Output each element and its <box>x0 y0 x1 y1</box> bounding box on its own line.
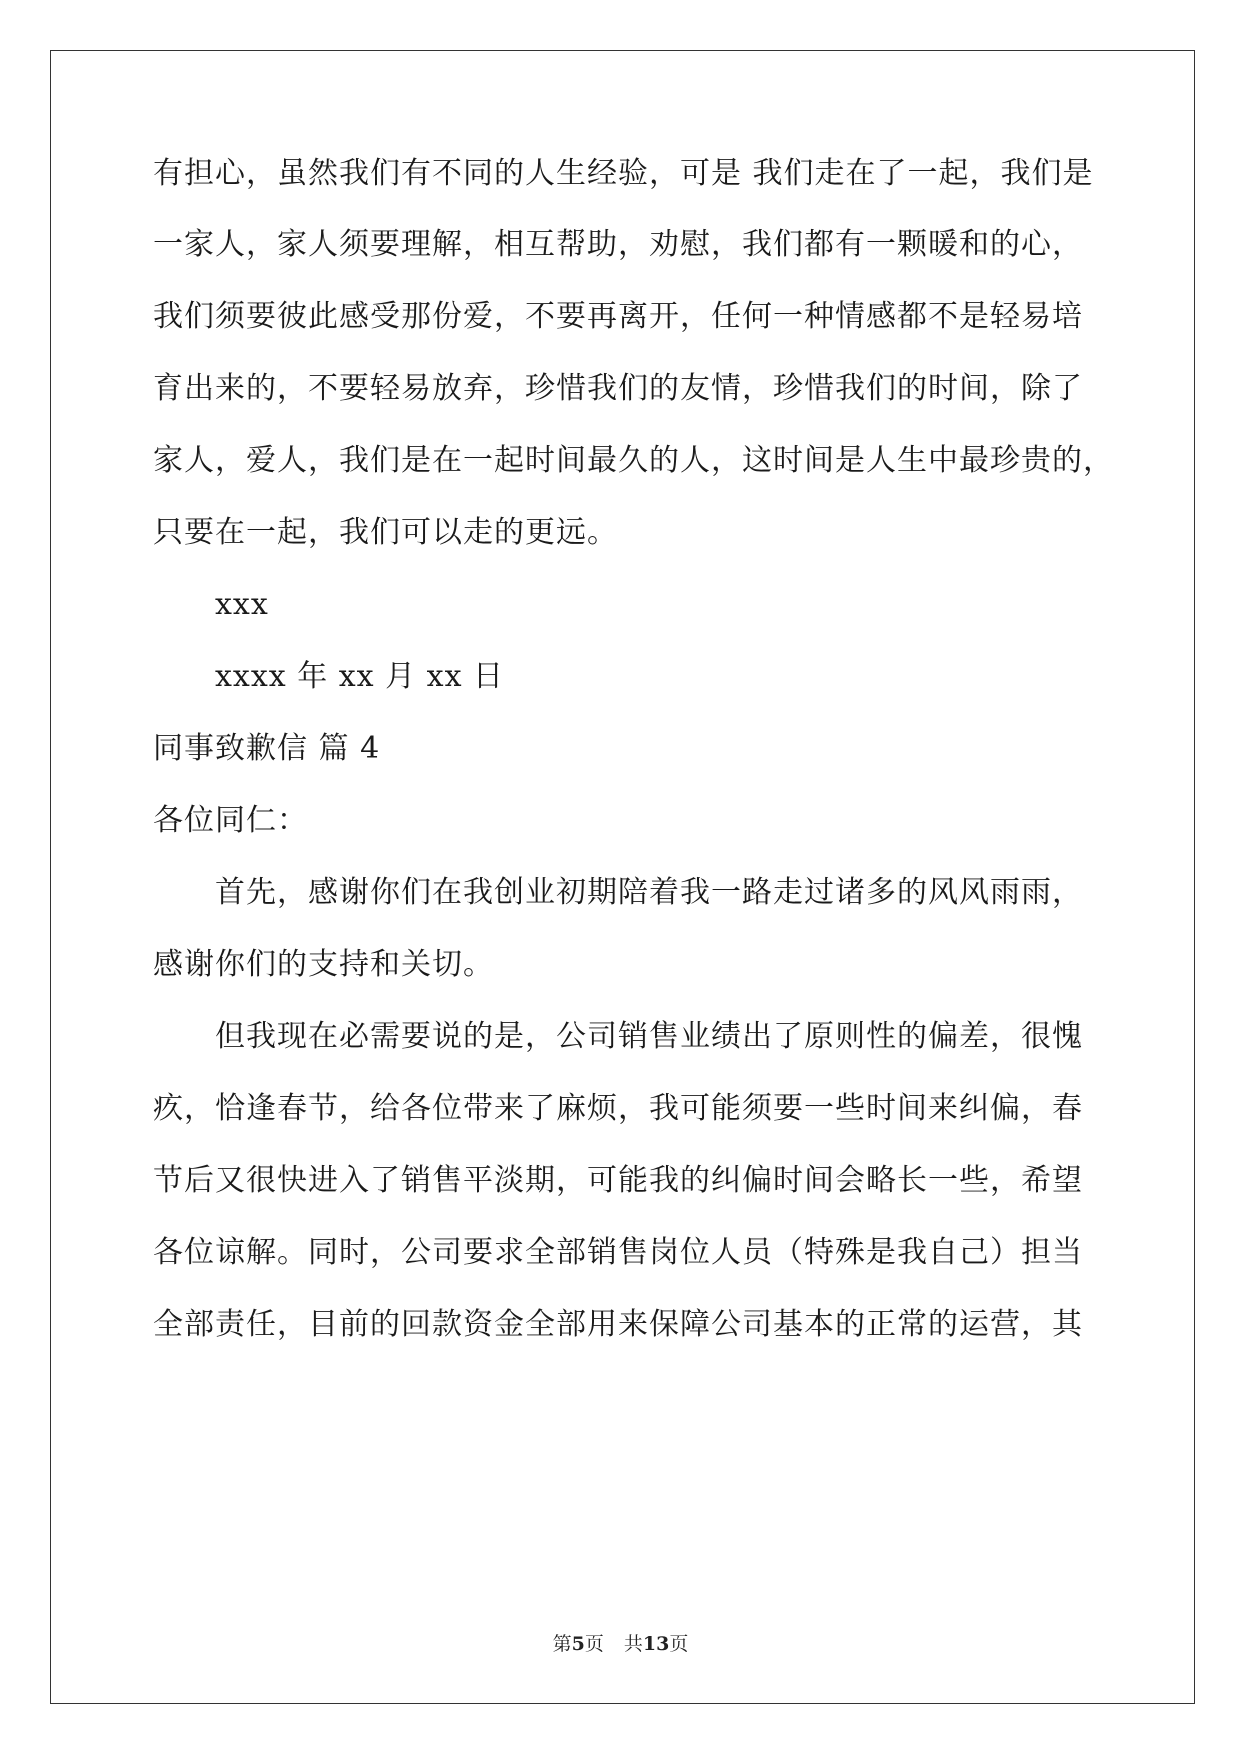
footer-page-number: 5 <box>571 1633 585 1655</box>
page-footer <box>0 1632 1241 1656</box>
body-line-2: 一家人，家人须要理解，相互帮助，劝慰，我们都有一颗暖和的心， <box>153 227 1083 262</box>
body-line-14: 疚，恰逢春节，给各位带来了麻烦，我可能须要一些时间来纠偏，春 <box>153 1091 1083 1126</box>
signature-date: xxxx 年 xx 月 xx 日 <box>215 659 505 694</box>
footer-total-pages: 13 <box>642 1633 670 1655</box>
footer-total-prefix: 共 <box>623 1633 643 1655</box>
salutation: 各位同仁： <box>153 803 308 838</box>
body-line-3: 我们须要彼此感受那份爱，不要再离开，任何一种情感都不是轻易培 <box>153 299 1083 334</box>
footer-page-suffix: 页 <box>584 1633 604 1655</box>
section-title: 同事致歉信 篇 4 <box>153 731 381 766</box>
body-line-15: 节后又很快进入了销售平淡期，可能我的纠偏时间会略长一些，希望 <box>153 1163 1083 1198</box>
body-line-16: 各位谅解。同时，公司要求全部销售岗位人员（特殊是我自己）担当 <box>153 1235 1083 1270</box>
footer-page-prefix: 第 <box>552 1633 572 1655</box>
footer-total-suffix: 页 <box>669 1633 689 1655</box>
body-line-13: 但我现在必需要说的是，公司销售业绩出了原则性的偏差，很愧 <box>215 1019 1083 1054</box>
body-line-12: 感谢你们的支持和关切。 <box>153 947 494 982</box>
body-line-6: 只要在一起，我们可以走的更远。 <box>153 515 618 550</box>
body-line-4: 育出来的，不要轻易放弃，珍惜我们的友情，珍惜我们的时间，除了 <box>153 371 1083 406</box>
signature-name: xxx <box>215 587 269 622</box>
body-line-1: 有担心，虽然我们有不同的人生经验，可是 我们走在了一起，我们是 <box>153 156 1094 191</box>
body-line-17: 全部责任，目前的回款资金全部用来保障公司基本的正常的运营，其 <box>153 1307 1083 1342</box>
body-line-5: 家人，爱人，我们是在一起时间最久的人，这时间是人生中最珍贵的， <box>153 443 1114 478</box>
body-line-11: 首先，感谢你们在我创业初期陪着我一路走过诸多的风风雨雨， <box>215 875 1083 910</box>
